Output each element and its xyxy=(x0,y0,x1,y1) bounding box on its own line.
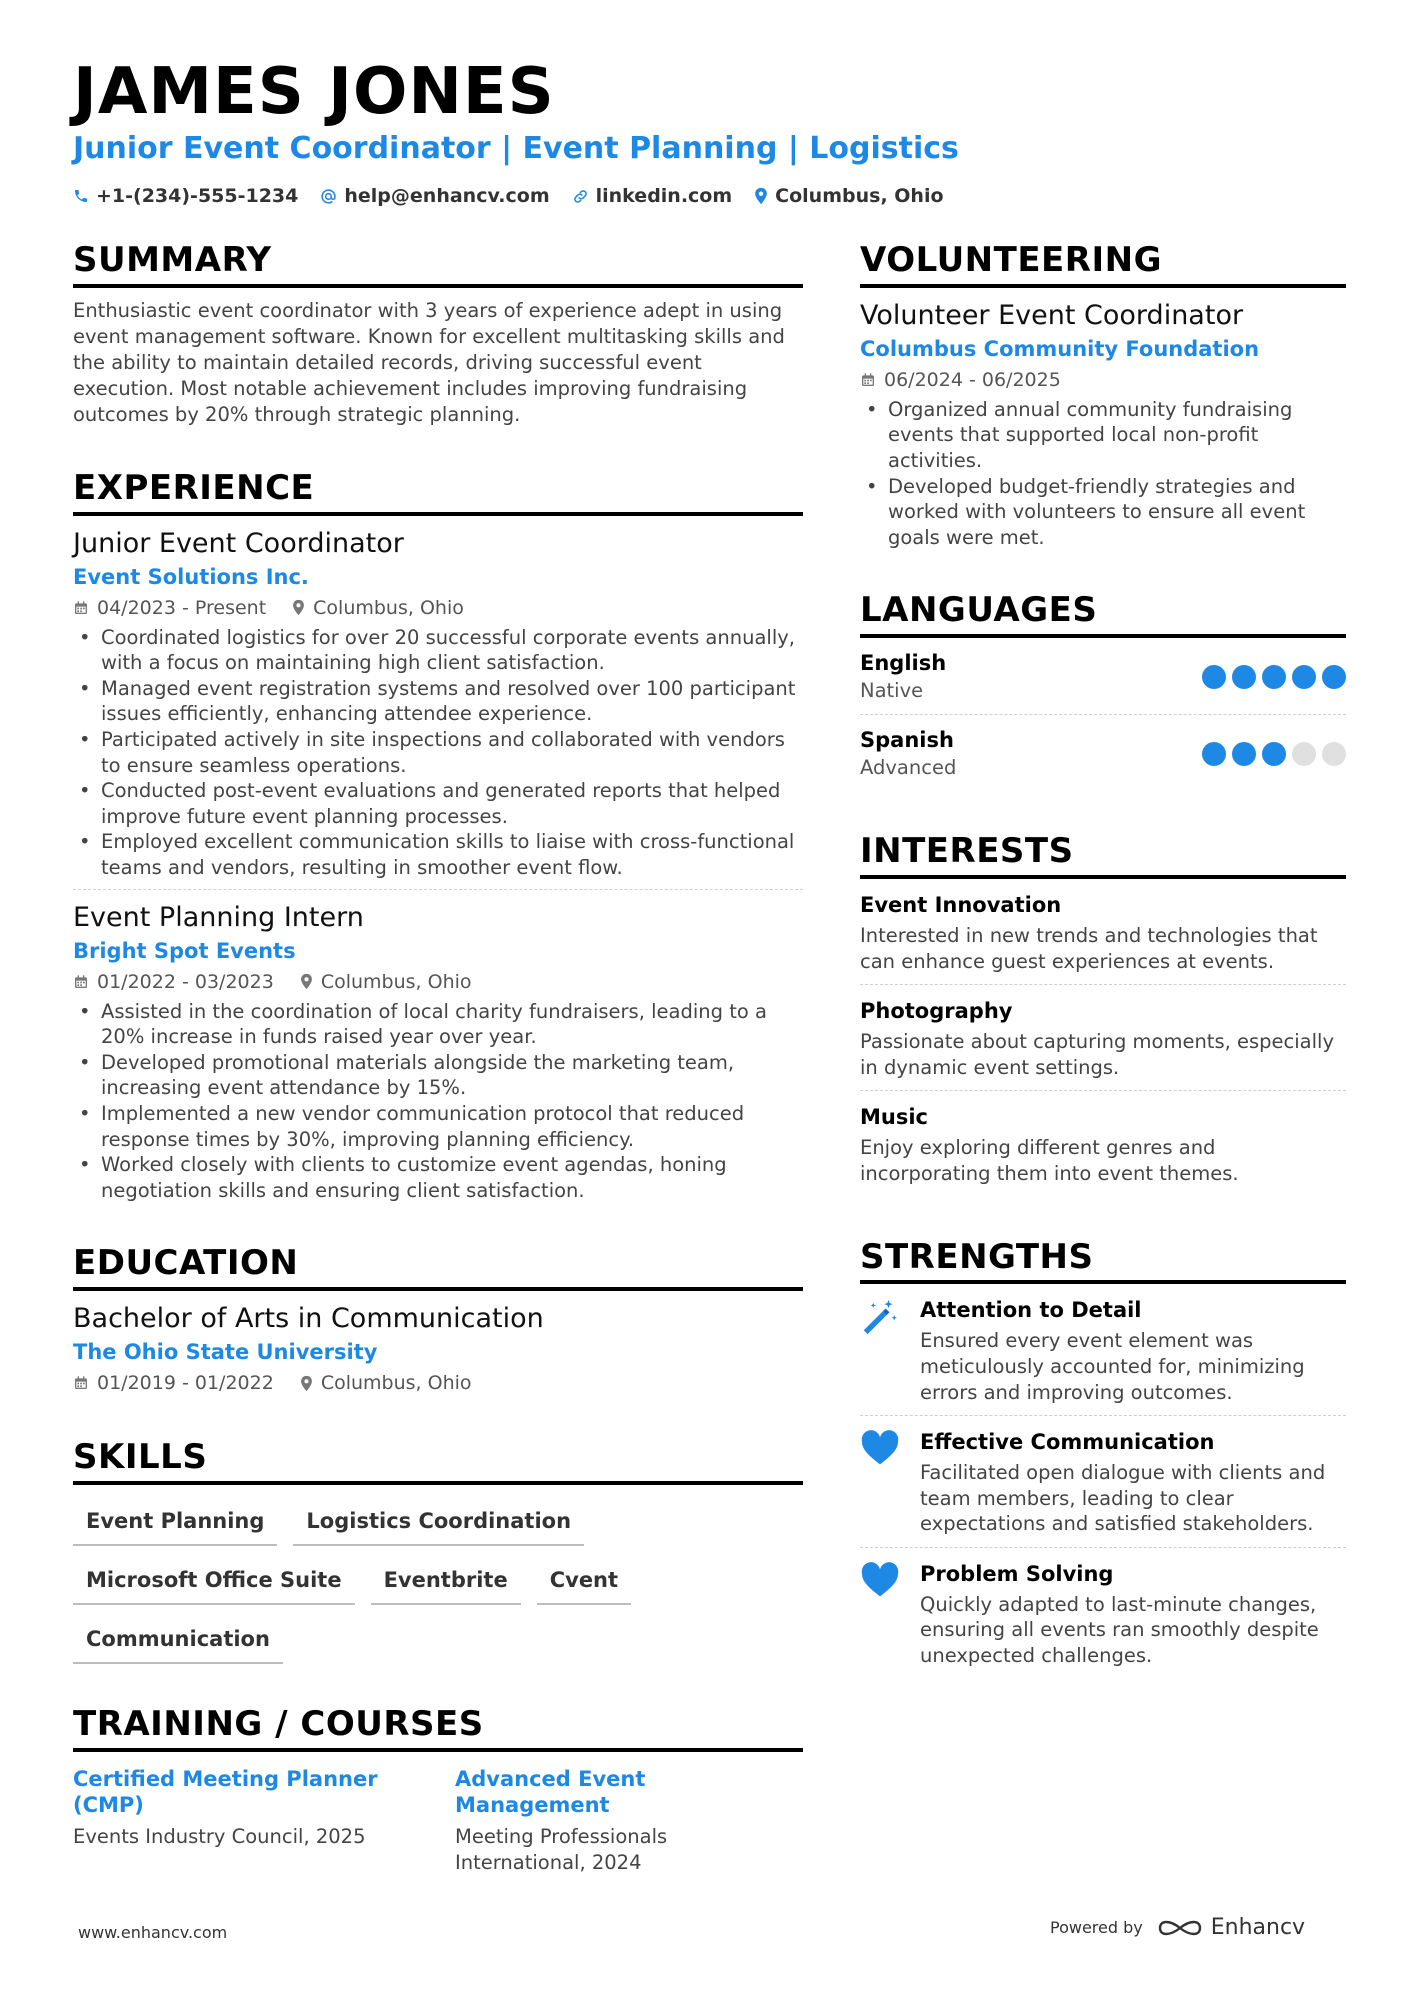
interest-item xyxy=(860,984,1346,1090)
experience-entry xyxy=(73,889,803,1204)
skill-tag: Communication xyxy=(73,1619,283,1664)
headline: Junior Event Coordinator | Event Planning | Logistics xyxy=(73,131,959,166)
proficiency-dot-filled xyxy=(1262,665,1286,689)
bullet-item: • Developed budget-friendly strategies and worked with volunteers to ensure all event goals were met. xyxy=(860,474,1346,551)
volunteer-role: Volunteer Event Coordinator xyxy=(860,299,1244,331)
skill-tag: Microsoft Office Suite xyxy=(73,1560,355,1605)
bullet-item: • Managed event registration systems and resolved over 100 participant issues efficiently, enhancing attendee experience. xyxy=(73,676,803,727)
course-org: Meeting Professionals International, 2024 xyxy=(455,1824,668,1874)
strengths-section xyxy=(860,1237,1346,1679)
course-item xyxy=(455,1766,803,1876)
section-title: LANGUAGES xyxy=(860,590,1346,638)
school-name[interactable]: The Ohio State University xyxy=(73,1340,378,1365)
volunteer-org[interactable]: Columbus Community Foundation xyxy=(860,336,1260,361)
skill-tag: Eventbrite xyxy=(371,1560,521,1605)
job-title: Junior Event Coordinator xyxy=(73,527,404,559)
proficiency-dots xyxy=(1202,742,1346,766)
training-section xyxy=(73,1704,803,1876)
location-pin-icon xyxy=(300,1375,313,1392)
powered-by-text: Powered by xyxy=(1050,1918,1143,1937)
location-text: Columbus, Ohio xyxy=(320,1372,472,1395)
link-icon xyxy=(572,188,589,205)
strength-desc: Ensured every event element was meticulously accounted for, minimizing errors and improving outcomes. xyxy=(920,1329,1305,1404)
interest-desc: Interested in new trends and technologies that can enhance guest experiences at events. xyxy=(860,923,1318,973)
summary-section xyxy=(73,240,803,428)
bullet-item: • Participated actively in site inspections and collaborated with vendors to ensure seamless operations. xyxy=(73,727,803,778)
heart-icon xyxy=(860,1428,904,1537)
interest-desc: Enjoy exploring different genres and incorporating them into event themes. xyxy=(860,1136,1239,1185)
bullet-item: • Employed excellent communication skills to liaise with cross-functional teams and vendors, resulting in smoother event flow. xyxy=(73,829,803,880)
dates-text: 06/2024 - 06/2025 xyxy=(884,368,1061,391)
interest-item xyxy=(860,879,1346,984)
strength-desc: Quickly adapted to last-minute changes, ensuring all events ran smoothly despite unexpected challenges. xyxy=(920,1592,1319,1668)
phone-text: +1-(234)-555-1234 xyxy=(96,185,299,207)
job-location xyxy=(300,968,472,996)
interests-section xyxy=(860,831,1346,1196)
dates-text: 04/2023 - Present xyxy=(97,596,267,619)
volunteering-section xyxy=(860,240,1346,550)
volunteer-bullets xyxy=(860,397,1346,551)
volunteering-entry xyxy=(860,288,1346,551)
location-pin-icon xyxy=(300,973,313,990)
volunteer-meta xyxy=(860,366,1346,394)
proficiency-dot-filled xyxy=(1292,665,1316,689)
email-text: help@enhancv.com xyxy=(344,185,550,207)
proficiency-dot-filled xyxy=(1232,665,1256,689)
dates-text: 01/2019 - 01/2022 xyxy=(97,1372,274,1395)
languages-section xyxy=(860,590,1346,791)
language-name: Spanish xyxy=(860,728,954,753)
language-name: English xyxy=(860,651,947,676)
company-name[interactable]: Bright Spot Events xyxy=(73,938,296,963)
calendar-icon xyxy=(860,372,876,388)
course-name[interactable]: Certified Meeting Planner (CMP) xyxy=(73,1766,378,1817)
job-title: Event Planning Intern xyxy=(73,901,364,933)
strength-item xyxy=(860,1547,1346,1679)
volunteer-dates xyxy=(860,366,1061,394)
footer-website[interactable]: www.enhancv.com xyxy=(78,1923,228,1942)
section-title: EXPERIENCE xyxy=(73,468,803,516)
location-text: Columbus, Ohio xyxy=(775,185,944,207)
heart-icon xyxy=(860,1560,904,1669)
calendar-icon xyxy=(73,600,89,616)
education-dates xyxy=(73,1369,274,1397)
language-level: Advanced xyxy=(860,756,957,780)
strength-name: Attention to Detail xyxy=(920,1298,1142,1323)
location-text: Columbus, Ohio xyxy=(313,596,464,619)
course-org: Events Industry Council, 2025 xyxy=(73,1824,366,1848)
skill-tag: Logistics Coordination xyxy=(293,1501,584,1546)
bullet-item: • Conducted post-event evaluations and generated reports that helped improve future event planning processes. xyxy=(73,778,803,829)
skills-list xyxy=(73,1501,803,1664)
dates-text: 01/2022 - 03/2023 xyxy=(97,970,274,993)
language-item xyxy=(860,638,1346,714)
proficiency-dot-filled xyxy=(1322,665,1346,689)
bullet-item: • Assisted in the coordination of local charity fundraisers, leading to a 20% increase in funds raised year over year. xyxy=(73,999,803,1050)
section-title: TRAINING / COURSES xyxy=(73,1704,803,1752)
job-bullets xyxy=(73,625,803,881)
education-location xyxy=(300,1369,472,1397)
job-meta xyxy=(73,594,803,622)
section-title: STRENGTHS xyxy=(860,1237,1346,1285)
education-entry xyxy=(73,1291,803,1397)
contact-email[interactable] xyxy=(320,185,549,207)
strength-item xyxy=(860,1415,1346,1547)
interest-name: Photography xyxy=(860,999,1013,1024)
education-meta xyxy=(73,1369,803,1397)
interest-name: Music xyxy=(860,1105,928,1130)
proficiency-dot-empty xyxy=(1322,742,1346,766)
strength-name: Problem Solving xyxy=(920,1561,1114,1586)
proficiency-dots xyxy=(1202,665,1346,689)
proficiency-dot-filled xyxy=(1232,742,1256,766)
contact-phone[interactable] xyxy=(73,185,298,207)
company-name[interactable]: Event Solutions Inc. xyxy=(73,564,309,589)
strength-desc: Facilitated open dialogue with clients and team members, leading to clear expectations and satisfied stakeholders. xyxy=(920,1461,1326,1536)
location-pin-icon xyxy=(754,187,768,205)
strength-name: Effective Communication xyxy=(920,1430,1215,1455)
magic-wand-icon xyxy=(860,1296,904,1405)
bullet-item: • Coordinated logistics for over 20 successful corporate events annually, with a focus on maintaining high client satisfaction. xyxy=(73,625,803,676)
calendar-icon xyxy=(73,974,89,990)
interest-name: Event Innovation xyxy=(860,892,1062,917)
experience-entry xyxy=(73,516,803,881)
interest-desc: Passionate about capturing moments, especially in dynamic event settings. xyxy=(860,1030,1335,1079)
job-meta xyxy=(73,968,803,996)
location-pin-icon xyxy=(292,599,305,616)
left-column xyxy=(73,240,803,1916)
degree: Bachelor of Arts in Communication xyxy=(73,1303,544,1335)
language-item xyxy=(860,714,1346,791)
summary-text: Enthusiastic event coordinator with 3 years of experience adept in using event management software. Known for excellent multitasking skills and the ability to maintain detailed records, driving successful event execution. Most notable achievement includes improving fundraising outcomes by 20% through strategic planning. xyxy=(73,298,785,426)
brand-name: Enhancv xyxy=(1210,1915,1306,1940)
linkedin-text: linkedin.com xyxy=(595,185,733,207)
skills-section xyxy=(73,1437,803,1664)
skill-tag: Event Planning xyxy=(73,1501,277,1546)
calendar-icon xyxy=(73,1375,89,1391)
enhancv-logo-icon xyxy=(1157,1916,1203,1940)
location-text: Columbus, Ohio xyxy=(320,970,472,993)
strength-item xyxy=(860,1284,1346,1415)
section-title: SUMMARY xyxy=(73,240,803,288)
at-icon xyxy=(320,188,337,205)
bullet-item: • Developed promotional materials alongside the marketing team, increasing event attendance by 15%. xyxy=(73,1050,803,1101)
skill-tag: Cvent xyxy=(537,1560,631,1605)
course-item xyxy=(73,1766,421,1876)
interest-item xyxy=(860,1090,1346,1196)
right-column xyxy=(860,240,1346,1719)
footer-branding xyxy=(1050,1915,1305,1940)
bullet-item: • Worked closely with clients to customize event agendas, honing negotiation skills and ensuring client satisfaction. xyxy=(73,1152,803,1203)
section-title: EDUCATION xyxy=(73,1243,803,1291)
proficiency-dot-filled xyxy=(1262,742,1286,766)
proficiency-dot-empty xyxy=(1292,742,1316,766)
experience-section xyxy=(73,468,803,1203)
contact-linkedin[interactable] xyxy=(572,185,733,207)
contact-location xyxy=(754,185,943,207)
job-location xyxy=(292,594,464,622)
section-title: INTERESTS xyxy=(860,831,1346,879)
section-title: SKILLS xyxy=(73,1437,803,1485)
language-level: Native xyxy=(860,679,924,703)
phone-icon xyxy=(73,188,89,204)
bullet-item: • Implemented a new vendor communication protocol that reduced response times by 30%, improving planning efficiency. xyxy=(73,1101,803,1152)
course-name[interactable]: Advanced Event Management xyxy=(455,1766,646,1817)
proficiency-dot-filled xyxy=(1202,665,1226,689)
courses-list xyxy=(73,1766,803,1876)
contact-bar xyxy=(73,185,944,207)
enhancv-brand[interactable] xyxy=(1157,1915,1305,1940)
job-dates xyxy=(73,594,266,622)
candidate-name: JAMES JONES xyxy=(73,55,555,129)
job-dates xyxy=(73,968,274,996)
section-title: VOLUNTEERING xyxy=(860,240,1346,288)
proficiency-dot-filled xyxy=(1202,742,1226,766)
job-bullets xyxy=(73,999,803,1204)
education-section xyxy=(73,1243,803,1397)
bullet-item: • Organized annual community fundraising events that supported local non-profit activities. xyxy=(860,397,1346,474)
